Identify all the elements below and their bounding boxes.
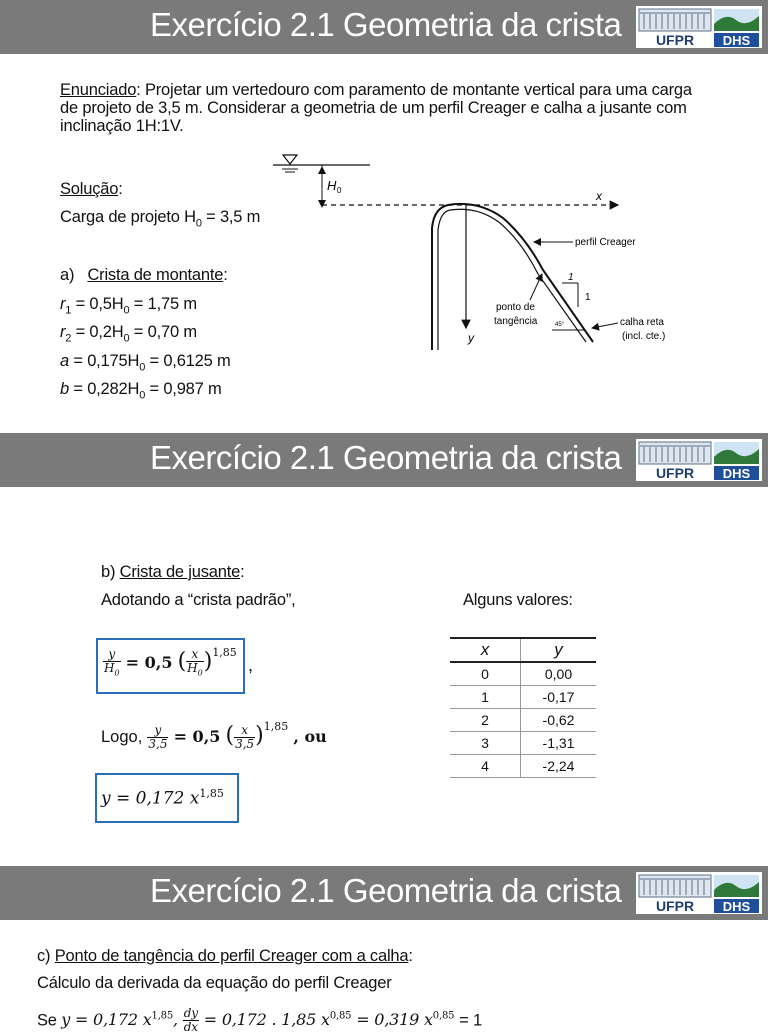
svg-text:(incl. cte.): (incl. cte.) xyxy=(622,331,666,342)
eq-r1: $r_1 = 0,5H_0 = 1,75$ m xyxy=(60,295,197,317)
table-row: 1 -0,17 xyxy=(450,686,596,709)
svg-text:DHS: DHS xyxy=(722,466,751,481)
svg-text:x: x xyxy=(596,189,602,203)
comma: , xyxy=(248,655,253,675)
eq-a: $a = 0,175H_0 = 0,6125$ m xyxy=(60,352,231,374)
slide-header xyxy=(0,866,768,920)
eq-b: $b = 0,282H_0 = 0,987$ m xyxy=(60,380,222,402)
equation-2: Logo, $\frac{y}{3,5}$ = 0,5 ( $\frac{x}{3,5}$ )$^{1,85}$ , ou xyxy=(101,719,327,751)
ponto-tangencia-heading: c) Ponto de tangência do perfil Creager com a calha: xyxy=(37,947,413,965)
svg-text:UFPR: UFPR xyxy=(655,898,695,914)
svg-text:calha reta: calha reta xyxy=(620,317,664,328)
slide-header xyxy=(0,0,768,54)
enunciado-line-3: inclinação 1H:1V. xyxy=(60,117,184,135)
calculo-text: Cálculo da derivada da equação do perfil Creager xyxy=(37,974,392,992)
crista-montante-heading: a) Crista de montante: xyxy=(60,266,228,284)
crista-jusante-heading: b) Crista de jusante: xyxy=(101,563,245,581)
slide-title: Exercício 2.1 Geometria da crista xyxy=(150,6,622,43)
ufpr-dhs-logo xyxy=(636,872,762,914)
table-header-x: x xyxy=(450,638,521,662)
svg-text:DHS: DHS xyxy=(722,899,751,914)
table-row: 4 -2,24 xyxy=(450,755,596,778)
derivative-equation: Se y = 0,172 $x^{1,85}$, $\frac{dy}{dx}$ = 0,172 . 1,85 $x^{0,85} = 0,319$ $x^{0,85} = 1$ xyxy=(37,1006,482,1034)
enunciado-line-2: de projeto de 3,5 m. Considerar a geometria de um perfil Creager e calha a jusante com xyxy=(60,99,687,117)
values-table xyxy=(450,637,596,778)
slide-title: Exercício 2.1 Geometria da crista xyxy=(150,872,622,909)
svg-text:45°: 45° xyxy=(555,322,565,328)
svg-text:UFPR: UFPR xyxy=(655,32,695,48)
table-row: 0 0,00 xyxy=(450,662,596,686)
slide-title: Exercício 2.1 Geometria da crista xyxy=(150,439,622,476)
table-header-row xyxy=(450,638,596,662)
svg-text:1: 1 xyxy=(585,292,591,303)
enunciado-line-1: Enunciado: Projetar um vertedouro com paramento de montante vertical para uma carga xyxy=(60,81,692,99)
ufpr-dhs-logo xyxy=(636,439,762,481)
slide-3 xyxy=(0,866,768,1034)
svg-text:ponto de: ponto de xyxy=(496,302,535,313)
svg-text:1: 1 xyxy=(568,272,574,283)
alguns-valores-label: Alguns valores: xyxy=(463,591,573,609)
svg-text:y: y xyxy=(468,331,474,345)
table-header-y: y xyxy=(521,638,597,662)
table-row: 3 -1,31 xyxy=(450,732,596,755)
equation-3: y = 0,172 $x^{1,85}$ xyxy=(101,787,224,809)
equation-1: $\frac{y}{H_0}$ = 0,5 ( $\frac{x}{H_0}$ )$^{1,85}$ xyxy=(104,645,237,678)
ufpr-dhs-logo xyxy=(636,6,762,48)
table-row: 2 -0,62 xyxy=(450,709,596,732)
slide-1 xyxy=(0,0,768,432)
svg-text:0: 0 xyxy=(337,186,342,195)
slide-header xyxy=(0,433,768,487)
svg-text:tangência: tangência xyxy=(494,316,538,327)
svg-text:perfil Creager: perfil Creager xyxy=(575,237,636,248)
slide-2 xyxy=(0,433,768,865)
svg-text:UFPR: UFPR xyxy=(655,465,695,481)
creager-profile-diagram xyxy=(268,150,688,350)
svg-text:H: H xyxy=(327,178,337,193)
eq-r2: $r_2 = 0,2H_0 = 0,70$ m xyxy=(60,323,197,345)
solucao-heading: Solução: xyxy=(60,180,123,198)
carga-projeto: Carga de projeto $H_0 = 3,5$ m xyxy=(60,208,261,230)
svg-text:DHS: DHS xyxy=(722,33,751,48)
adotando-text: Adotando a “crista padrão”, xyxy=(101,591,296,609)
